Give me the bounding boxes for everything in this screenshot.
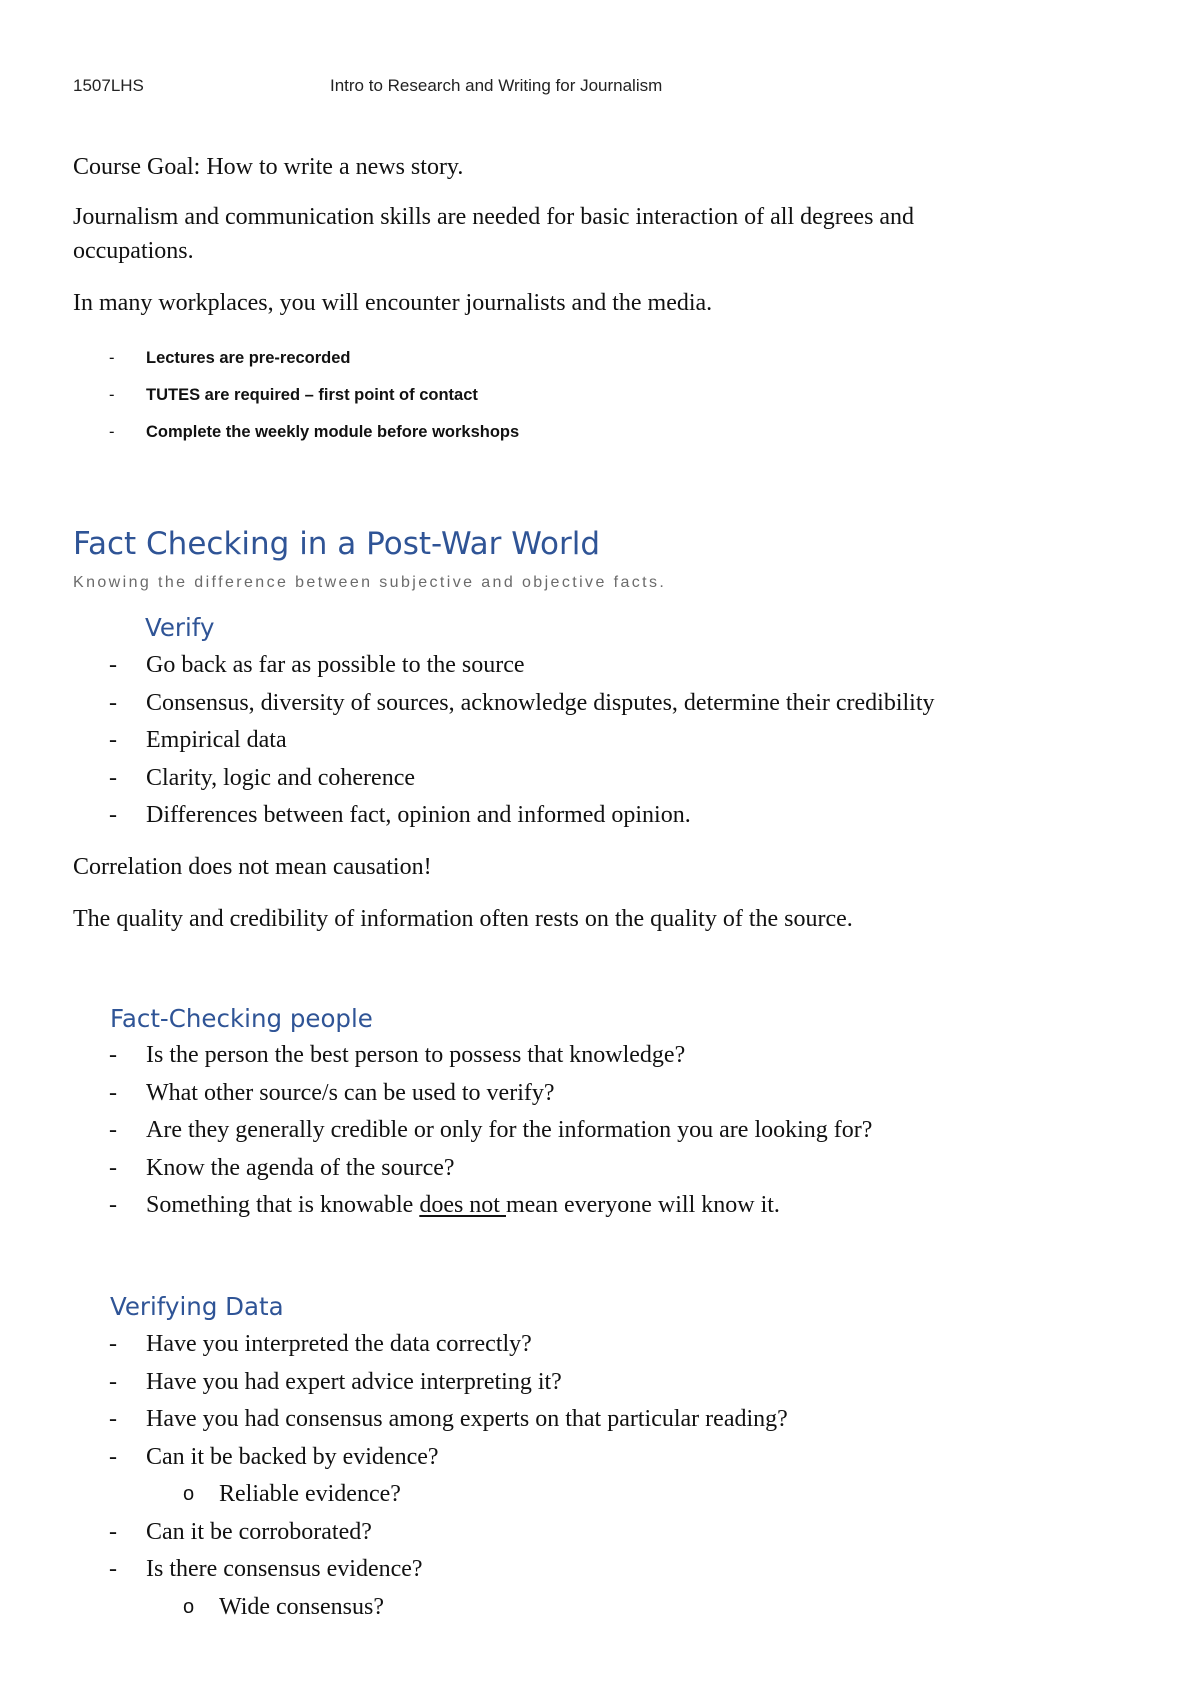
dash-marker: - xyxy=(109,1079,117,1106)
dash-marker: - xyxy=(109,727,117,753)
dash-marker: - xyxy=(109,1331,117,1357)
sub-list-item: o Wide consensus? xyxy=(73,1589,788,1627)
list-item: - Empirical data xyxy=(73,722,934,760)
list-item: - Something that is knowable does not mean everyone will know it. xyxy=(73,1187,872,1225)
dash-marker: - xyxy=(109,1042,117,1068)
dash-marker: - xyxy=(109,1443,117,1470)
intro-line-2: occupations. xyxy=(73,238,194,264)
list-item: - Differences between fact, opinion and informed opinion. xyxy=(73,797,934,835)
list-item: - Lectures are pre-recorded xyxy=(73,340,519,377)
list-item: - Can it be backed by evidence? xyxy=(73,1439,788,1477)
dash-marker: - xyxy=(109,802,117,828)
intro-paragraph xyxy=(73,200,1113,268)
dash-marker: - xyxy=(109,652,117,678)
dash-marker: - xyxy=(109,1518,117,1545)
list-item: - Have you had expert advice interpreting it? xyxy=(73,1364,788,1402)
list-item: - Is there consensus evidence? xyxy=(73,1551,788,1589)
data-list xyxy=(73,1326,788,1626)
dash-marker: - xyxy=(109,689,117,716)
verify-heading: Verify xyxy=(145,613,215,642)
section-subtitle: Knowing the difference between subjective and objective facts. xyxy=(73,574,667,591)
dash-marker: - xyxy=(109,1406,117,1432)
correlation-text: Correlation does not mean causation! xyxy=(73,854,432,880)
list-item: - Consensus, diversity of sources, acknowledge disputes, determine their credibility xyxy=(73,685,934,723)
people-list xyxy=(73,1037,872,1225)
dash-marker: - xyxy=(109,386,115,404)
list-item: - Go back as far as possible to the source xyxy=(73,647,934,685)
list-item: - Can it be corroborated? xyxy=(73,1514,788,1552)
verifying-data-heading: Verifying Data xyxy=(110,1292,284,1321)
list-item: - Complete the weekly module before workshops xyxy=(73,414,519,451)
section-title: Fact Checking in a Post-War World xyxy=(73,526,601,562)
list-item: - TUTES are required – first point of contact xyxy=(73,377,519,414)
dash-marker: - xyxy=(109,764,117,791)
dash-marker: - xyxy=(109,1192,117,1218)
circle-bullet-marker: o xyxy=(183,1483,195,1505)
course-title: Intro to Research and Writing for Journalism xyxy=(330,76,663,95)
list-item: - Know the agenda of the source? xyxy=(73,1150,872,1188)
course-goal-text: Course Goal: How to write a news story. xyxy=(73,154,464,180)
intro-line-1: Journalism and communication skills are needed for basic interaction of all degrees and xyxy=(73,204,915,230)
list-item: - Are they generally credible or only for the information you are looking for? xyxy=(73,1112,872,1150)
dash-marker: - xyxy=(109,1117,117,1143)
workplaces-text: In many workplaces, you will encounter journalists and the media. xyxy=(73,290,713,316)
dash-marker: - xyxy=(109,1154,117,1181)
list-item: - What other source/s can be used to verify? xyxy=(73,1075,872,1113)
list-item: - Clarity, logic and coherence xyxy=(73,760,934,798)
dash-marker: - xyxy=(109,349,115,367)
course-notes-list xyxy=(73,340,519,451)
list-item: - Have you had consensus among experts on that particular reading? xyxy=(73,1401,788,1439)
dash-marker: - xyxy=(109,423,115,441)
list-item: - Is the person the best person to possess that knowledge? xyxy=(73,1037,872,1075)
dash-marker: - xyxy=(109,1368,117,1395)
underlined-text: does not xyxy=(419,1192,506,1218)
course-code: 1507LHS xyxy=(73,76,144,95)
fact-checking-people-heading: Fact-Checking people xyxy=(110,1004,373,1033)
dash-marker: - xyxy=(109,1556,117,1582)
sub-list-item: o Reliable evidence? xyxy=(73,1476,788,1514)
list-item: - Have you interpreted the data correctly? xyxy=(73,1326,788,1364)
verify-list xyxy=(73,647,934,835)
quality-text: The quality and credibility of information often rests on the quality of the source. xyxy=(73,906,853,932)
circle-bullet-marker: o xyxy=(183,1595,195,1618)
